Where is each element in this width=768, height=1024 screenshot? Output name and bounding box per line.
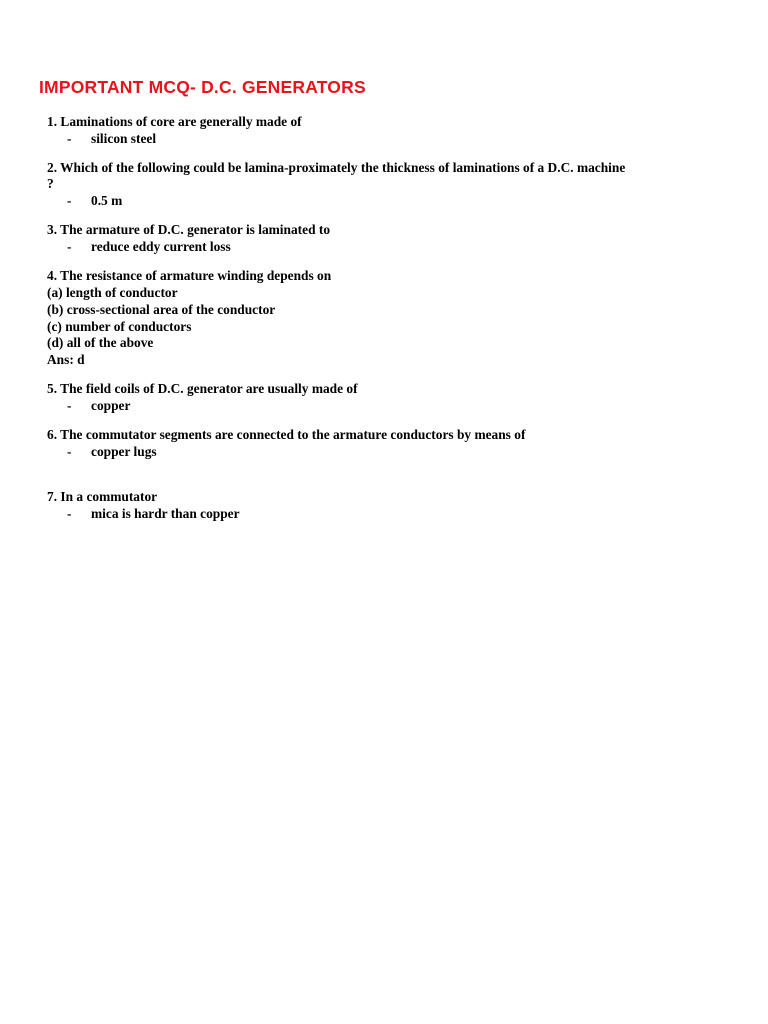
answer-1-dash: -	[67, 131, 72, 146]
question-7-text: 7. In a commutator	[47, 489, 158, 504]
question-4-option-d: (d) all of the above	[47, 335, 154, 350]
document-title: IMPORTANT MCQ- D.C. GENERATORS	[39, 77, 366, 97]
question-2-text-continued: ?	[47, 176, 54, 191]
answer-6-dash: -	[67, 444, 72, 459]
question-4-option-b: (b) cross-sectional area of the conductor	[47, 302, 276, 317]
answer-3-dash: -	[67, 239, 72, 254]
answer-1: silicon steel	[91, 131, 157, 146]
question-6-text: 6. The commutator segments are connected to the armature conductors by means of	[47, 427, 526, 442]
question-4-answer: Ans: d	[47, 352, 85, 367]
question-1-text: 1. Laminations of core are generally made of	[47, 114, 302, 129]
answer-5-dash: -	[67, 398, 72, 413]
question-3-text: 3. The armature of D.C. generator is laminated to	[47, 222, 331, 237]
answer-5: copper	[91, 398, 131, 413]
answer-7-dash: -	[67, 506, 72, 521]
answer-3: reduce eddy current loss	[91, 239, 231, 254]
answer-2-dash: -	[67, 193, 72, 208]
answer-7: mica is hardr than copper	[91, 506, 240, 521]
question-5-text: 5. The field coils of D.C. generator are usually made of	[47, 381, 358, 396]
answer-6: copper lugs	[91, 444, 157, 459]
question-4-text: 4. The resistance of armature winding depends on	[47, 268, 332, 283]
question-4-option-c: (c) number of conductors	[47, 319, 192, 334]
answer-2: 0.5 m	[91, 193, 123, 208]
question-4-option-a: (a) length of conductor	[47, 285, 178, 300]
question-2-text: 2. Which of the following could be lamina-proximately the thickness of laminations of a D.C. machine	[47, 160, 626, 175]
